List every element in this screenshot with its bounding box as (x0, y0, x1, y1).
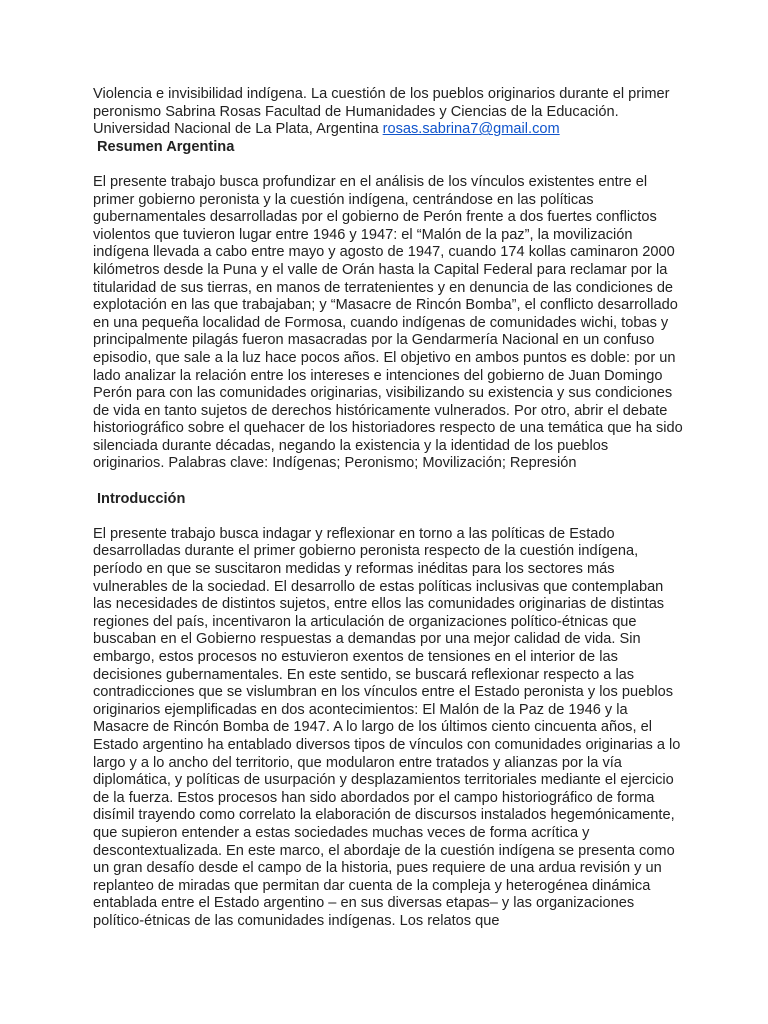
introduccion-heading: Introducción (97, 490, 186, 507)
author-email-link[interactable]: rosas.sabrina7@gmail.com (382, 121, 560, 138)
resumen-body: El presente trabajo busca profundizar en el análisis de los vínculos existentes entre el primer gobierno peronista y la cuestión indígena, centrándose en las políticas gubernamentales desarrolladas por el gobierno de Perón frente a dos fuertes conflictos violentos que tuvieron lugar entre 1946 y 1947: el “Malón de la paz”, la movilización indígena llevada a cabo entre mayo y agosto de 1947, cuando 174 kollas caminaron 2000 kilómetros desde la Puna y el valle de Orán hasta la Capital Federal para reclamar por la titularidad de sus tierras, en manos de terratenientes y en denuncia de las condiciones de explotación en las que trabajaban; y “Masacre de Rincón Bomba”, el conflicto desarrollado en una pequeña localidad de Formosa, cuando indígenas de comunidades wichi, tobas y principalmente pilagás fueron masacradas por la Gendarmería Nacional en un confuso episodio, que sale a la luz hace pocos años. El objetivo en ambos puntos es doble: por un lado analizar la relación entre los intereses e intenciones del gobierno de Juan Domingo Perón para con las comunidades originarias, visibilizando su existencia y sus condiciones de vida en tanto sujetos de derechos históricamente vulnerados. Por otro, abrir el debate historiográfico sobre el quehacer de los historiadores respecto de una temática que ha sido silenciada durante décadas, negando la existencia y la identidad de los pueblos originarios. Palabras clave: Indígenas; Peronismo; Movilización; Represión (93, 173, 683, 472)
document-header (93, 86, 683, 139)
document-page (93, 86, 683, 948)
introduccion-body: El presente trabajo busca indagar y reflexionar en torno a las políticas de Estado desarrolladas durante el primer gobierno peronista respecto de la cuestión indígena, período en que se suscitaron medidas y reformas inéditas para los sectores más vulnerables de la sociedad. El desarrollo de estas políticas inclusivas que contemplaban las necesidades de distintos sujetos, entre ellos las comunidades originarias de distintas regiones del país, incentivaron la articulación de organizaciones político-étnicas que buscaban en el Gobierno respuestas a demandas por una mejor calidad de vida. Sin embargo, estos procesos no estuvieron exentos de tensiones en el interior de las decisiones gubernamentales. En este sentido, se buscará reflexionar respecto a las contradicciones que se vislumbran en los vínculos entre el Estado peronista y los pueblos originarios ejemplificadas en dos acontecimientos: El Malón de la Paz de 1946 y la Masacre de Rincón Bomba de 1947. A lo largo de los últimos ciento cincuenta años, el Estado argentino ha entablado diversos tipos de vínculos con comunidades originarias a lo largo y a lo ancho del territorio, que modularon entre tratados y alianzas por la vía diplomática, y políticas de usurpación y desplazamientos territoriales mediante el ejercicio de la fuerza. Estos procesos han sido abordados por el campo historiográfico de forma disímil trayendo como correlato la elaboración de discursos instalados hegemónicamente, que supieron entender a estas sociedades muchas veces de forma acrítica y descontextualizada. En este marco, el abordaje de la cuestión indígena se presenta como un gran desafío desde el campo de la historia, pues requiere de una ardua revisión y un replanteo de miradas que permitan dar cuenta de la compleja y heterogénea dinámica entablada entre el Estado argentino – en sus diversas etapas– y las organizaciones político-étnicas de las comunidades indígenas. Los relatos que (93, 525, 681, 929)
header-text: Violencia e invisibilidad indígena. La cuestión de los pueblos originarios durante el primer peronismo Sabrina Rosas Facultad de Humanidades y Ciencias de la Educación. Universidad Nacional de La Plata, Argentina (93, 86, 670, 138)
resumen-heading: Resumen Argentina (97, 138, 235, 155)
